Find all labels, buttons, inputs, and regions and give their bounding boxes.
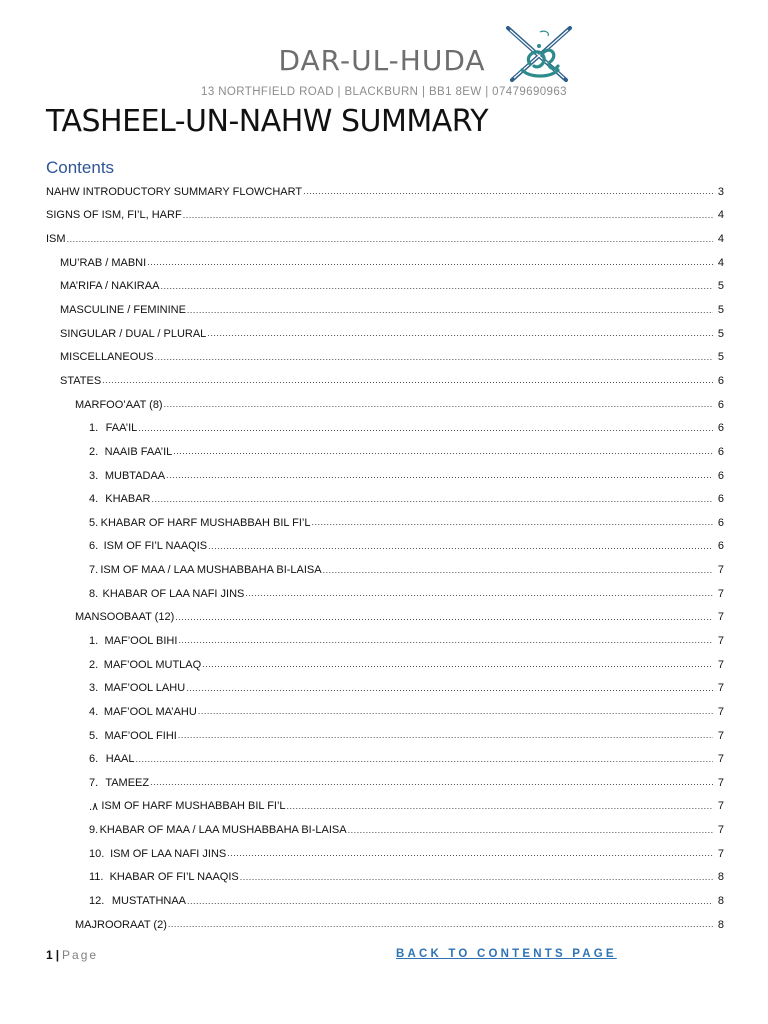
toc-entry-page: 8 bbox=[717, 871, 724, 884]
toc-dot-leader bbox=[152, 495, 713, 504]
toc-entry-number: 4. bbox=[89, 493, 99, 506]
toc-entry-label: KHABAR bbox=[105, 493, 151, 506]
toc-dot-leader bbox=[287, 802, 713, 811]
toc-dot-leader bbox=[155, 353, 713, 362]
toc-dot-leader bbox=[208, 542, 713, 551]
toc-entry-number: 1. bbox=[89, 422, 99, 435]
toc-entry[interactable] bbox=[46, 842, 724, 866]
toc-dot-leader bbox=[67, 235, 713, 244]
footer-separator: | bbox=[55, 948, 60, 962]
toc-dot-leader bbox=[303, 187, 713, 196]
toc-entry[interactable] bbox=[46, 345, 724, 369]
toc-dot-leader bbox=[202, 660, 713, 669]
toc-dot-leader bbox=[240, 873, 713, 882]
toc-entry-label: MANSOOBAAT (12) bbox=[75, 611, 175, 624]
toc-entry[interactable] bbox=[46, 889, 724, 913]
toc-entry[interactable] bbox=[46, 416, 724, 440]
toc-entry-label: HAAL bbox=[105, 753, 135, 766]
toc-entry-page: 5 bbox=[717, 327, 724, 340]
toc-entry-page: 7 bbox=[717, 611, 724, 624]
toc-entry[interactable] bbox=[46, 818, 724, 842]
toc-entry-label: STATES bbox=[60, 374, 102, 387]
toc-dot-leader bbox=[227, 849, 713, 858]
toc-entry-page: 7 bbox=[717, 824, 724, 837]
toc-entry[interactable] bbox=[46, 795, 724, 819]
toc-entry-page: 7 bbox=[717, 658, 724, 671]
contents-heading: Contents bbox=[46, 158, 115, 177]
toc-entry[interactable] bbox=[46, 251, 724, 275]
document-title: TASHEEL-UN-NAHW SUMMARY bbox=[46, 104, 489, 139]
toc-entry-number: 11. bbox=[89, 871, 104, 884]
toc-entry[interactable] bbox=[46, 440, 724, 464]
toc-entry-number: 7. bbox=[89, 564, 99, 577]
toc-entry-label: NAAIB FAA’IL bbox=[104, 445, 173, 458]
toc-entry-label: SINGULAR / DUAL / PLURAL bbox=[60, 327, 207, 340]
toc-entry-number: 10. bbox=[89, 847, 105, 860]
toc-entry-label: MAF’OOL MUTLAQ bbox=[103, 658, 202, 671]
toc-dot-leader bbox=[102, 376, 713, 385]
toc-entry-page: 7 bbox=[717, 729, 724, 742]
toc-entry-label: ISM bbox=[46, 233, 66, 246]
toc-dot-leader bbox=[312, 518, 714, 527]
toc-dot-leader bbox=[198, 707, 713, 716]
toc-dot-leader bbox=[186, 684, 713, 693]
toc-entry-page: 7 bbox=[717, 705, 724, 718]
toc-entry-label: KHABAR OF LAA NAFI JINS bbox=[102, 587, 245, 600]
toc-dot-leader bbox=[160, 282, 713, 291]
toc-entry-label: MAJROORAAT (2) bbox=[75, 918, 167, 931]
toc-entry-page: 6 bbox=[717, 516, 724, 529]
toc-entry-label: FAA’IL bbox=[105, 422, 138, 435]
toc-entry[interactable] bbox=[46, 913, 724, 937]
toc-entry-label: MAF’OOL FIHI bbox=[104, 729, 177, 742]
toc-entry[interactable] bbox=[46, 558, 724, 582]
toc-entry-label: ISM OF LAA NAFI JINS bbox=[110, 847, 227, 860]
toc-dot-leader bbox=[166, 471, 713, 480]
toc-entry-number: 3. bbox=[89, 682, 99, 695]
toc-entry-number: 1. bbox=[89, 634, 99, 647]
toc-entry-page: 7 bbox=[717, 753, 724, 766]
toc-entry[interactable] bbox=[46, 204, 724, 228]
toc-entry-number: 6. bbox=[89, 753, 99, 766]
toc-entry-number: 5. bbox=[89, 729, 99, 742]
toc-dot-leader bbox=[150, 778, 713, 787]
org-address: 13 NORTHFIELD ROAD | BLACKBURN | BB1 8EW | 07479690963 bbox=[201, 86, 567, 98]
toc-entry-number: 8. bbox=[89, 587, 99, 600]
toc-dot-leader bbox=[168, 920, 713, 929]
toc-dot-leader bbox=[178, 731, 713, 740]
page-number: 1 bbox=[46, 948, 53, 962]
toc-dot-leader bbox=[135, 755, 713, 764]
toc-entry-label: MU’RAB / MABNI bbox=[60, 256, 147, 269]
toc-entry-page: 7 bbox=[717, 776, 724, 789]
toc-entry-label: MUSTATHNAA bbox=[111, 895, 187, 908]
toc-entry[interactable] bbox=[46, 606, 724, 630]
toc-dot-leader bbox=[323, 566, 713, 575]
toc-dot-leader bbox=[348, 826, 713, 835]
toc-entry-label: KHABAR OF HARF MUSHABBAH BIL FI’L bbox=[100, 516, 311, 529]
toc-entry-label: ISM OF HARF MUSHABBAH BIL FI’L bbox=[101, 800, 286, 813]
toc-entry-number: 12. bbox=[89, 895, 105, 908]
toc-entry[interactable] bbox=[46, 393, 724, 417]
toc-entry-page: 4 bbox=[717, 256, 724, 269]
toc-dot-leader bbox=[164, 400, 713, 409]
page-word: Page bbox=[62, 948, 99, 962]
toc-entry-label: MA’RIFA / NAKIRAA bbox=[60, 280, 160, 293]
toc-entry-label: SIGNS OF ISM, FI’L, HARF bbox=[46, 209, 182, 222]
toc-entry-number: 4. bbox=[89, 705, 99, 718]
toc-entry-label: MASCULINE / FEMININE bbox=[60, 304, 186, 317]
toc-entry-number: .٨ bbox=[89, 800, 98, 813]
toc-dot-leader bbox=[175, 613, 713, 622]
toc-dot-leader bbox=[147, 258, 713, 267]
toc-dot-leader bbox=[187, 897, 713, 906]
toc-entry[interactable] bbox=[46, 866, 724, 890]
org-name: DAR-UL-HUDA bbox=[278, 44, 486, 77]
toc-entry-label: ISM OF MAA / LAA MUSHABBAHA BI-LAISA bbox=[100, 564, 322, 577]
toc-entry[interactable] bbox=[46, 629, 724, 653]
toc-entry-number: 9. bbox=[89, 824, 99, 837]
toc-entry-label: MAF’OOL LAHU bbox=[104, 682, 186, 695]
toc-entry[interactable] bbox=[46, 511, 724, 535]
toc-entry-page: 8 bbox=[717, 895, 724, 908]
toc-entry-page: 6 bbox=[717, 374, 724, 387]
toc-entry-number: 5. bbox=[89, 516, 99, 529]
toc-dot-leader bbox=[173, 447, 713, 456]
toc-dot-leader bbox=[245, 589, 713, 598]
toc-entry-page: 6 bbox=[717, 398, 724, 411]
toc-entry[interactable] bbox=[46, 322, 724, 346]
toc-entry-page: 7 bbox=[717, 634, 724, 647]
toc-entry-page: 5 bbox=[717, 351, 724, 364]
toc-entry-page: 7 bbox=[717, 847, 724, 860]
toc-entry-label: MAF’OOL MA’AHU bbox=[103, 705, 197, 718]
toc-entry-number: 2. bbox=[89, 445, 99, 458]
toc-dot-leader bbox=[178, 636, 713, 645]
toc-entry[interactable] bbox=[46, 180, 724, 204]
toc-entry-number: 2. bbox=[89, 658, 99, 671]
toc-entry-page: 6 bbox=[717, 469, 724, 482]
toc-entry-label: MISCELLANEOUS bbox=[60, 351, 154, 364]
toc-entry-page: 5 bbox=[717, 304, 724, 317]
toc-entry-label: MARFOO’AAT (8) bbox=[75, 398, 163, 411]
toc-entry-page: 6 bbox=[717, 422, 724, 435]
toc-entry[interactable] bbox=[46, 369, 724, 393]
toc-dot-leader bbox=[183, 211, 713, 220]
header bbox=[0, 44, 768, 77]
toc-entry-page: 5 bbox=[717, 280, 724, 293]
toc-dot-leader bbox=[187, 306, 713, 315]
toc-entry-label: MAF’OOL BIHI bbox=[104, 634, 178, 647]
toc-entry-page: 7 bbox=[717, 682, 724, 695]
toc-entry-page: 4 bbox=[717, 233, 724, 246]
toc-entry-page: 4 bbox=[717, 209, 724, 222]
toc-dot-leader bbox=[138, 424, 713, 433]
toc-entry-page: 3 bbox=[717, 185, 724, 198]
toc-entry-page: 6 bbox=[717, 445, 724, 458]
crossed-pens-calligraphy-logo bbox=[500, 22, 578, 92]
toc-entry[interactable] bbox=[46, 582, 724, 606]
table-of-contents bbox=[46, 180, 724, 937]
toc-entry-label: KHABAR OF FI’L NAAQIS bbox=[109, 871, 239, 884]
toc-entry-page: 8 bbox=[717, 918, 724, 931]
page-footer bbox=[46, 948, 724, 964]
toc-entry-label: ISM OF FI’L NAAQIS bbox=[103, 540, 208, 553]
toc-entry[interactable] bbox=[46, 747, 724, 771]
toc-entry[interactable] bbox=[46, 653, 724, 677]
toc-entry-label: KHABAR OF MAA / LAA MUSHABBAHA BI-LAISA bbox=[99, 824, 347, 837]
toc-entry[interactable] bbox=[46, 275, 724, 299]
toc-entry[interactable] bbox=[46, 676, 724, 700]
toc-entry-label: NAHW INTRODUCTORY SUMMARY FLOWCHART bbox=[46, 185, 303, 198]
toc-entry-page: 7 bbox=[717, 587, 724, 600]
toc-entry-page: 6 bbox=[717, 493, 724, 506]
toc-entry[interactable] bbox=[46, 227, 724, 251]
toc-entry-label: TAMEEZ bbox=[105, 776, 150, 789]
toc-dot-leader bbox=[207, 329, 713, 338]
toc-entry[interactable] bbox=[46, 700, 724, 724]
toc-entry-label: MUBTADAA bbox=[104, 469, 166, 482]
toc-entry[interactable] bbox=[46, 771, 724, 795]
toc-entry[interactable] bbox=[46, 298, 724, 322]
toc-entry[interactable] bbox=[46, 464, 724, 488]
toc-entry-number: 6. bbox=[89, 540, 99, 553]
toc-entry-page: 7 bbox=[717, 564, 724, 577]
toc-entry-number: 7. bbox=[89, 776, 99, 789]
toc-entry-number: 3. bbox=[89, 469, 99, 482]
toc-entry[interactable] bbox=[46, 724, 724, 748]
back-to-contents-link[interactable]: BACK TO CONTENTS PAGE bbox=[396, 948, 617, 960]
toc-entry[interactable] bbox=[46, 535, 724, 559]
toc-entry-page: 6 bbox=[717, 540, 724, 553]
toc-entry[interactable] bbox=[46, 487, 724, 511]
toc-entry-page: 7 bbox=[717, 800, 724, 813]
